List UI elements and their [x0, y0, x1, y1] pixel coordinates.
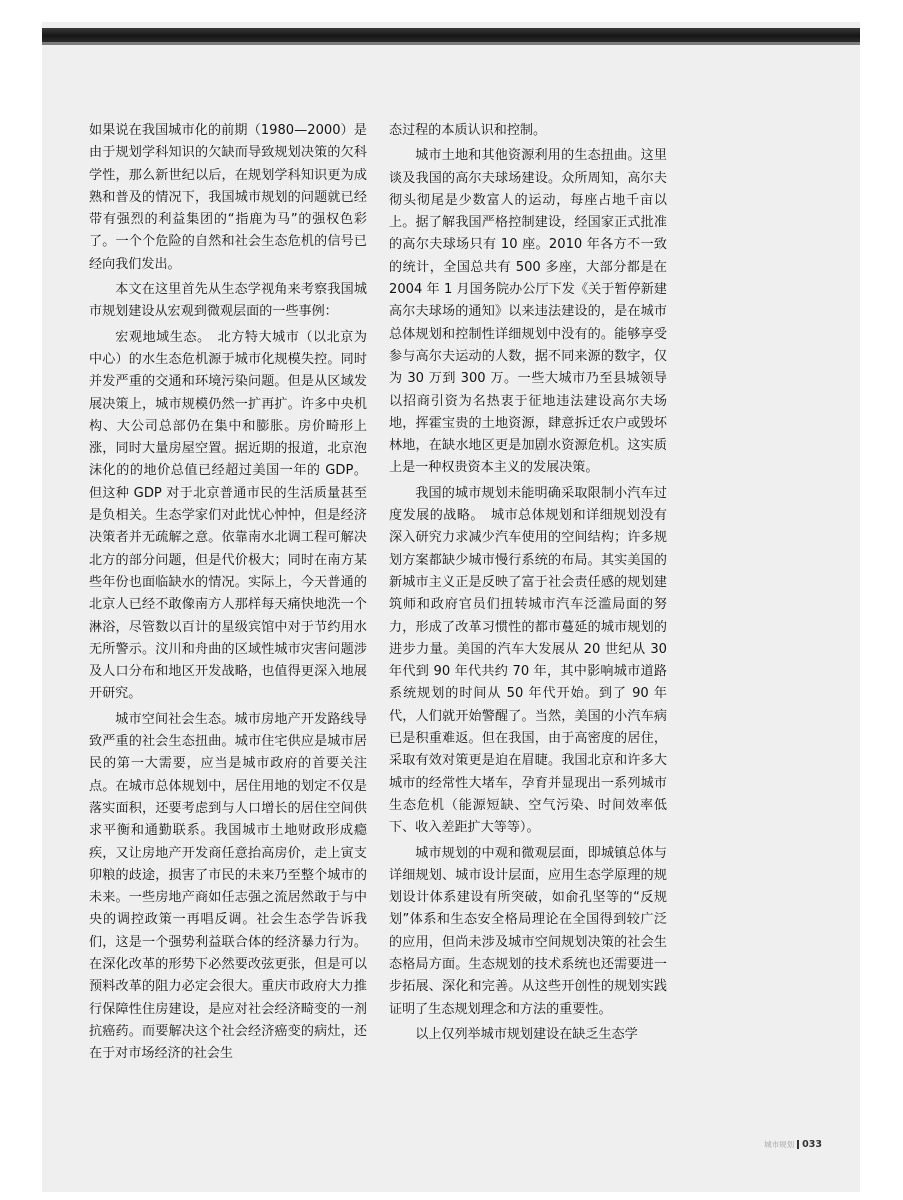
paragraph: 城市土地和其他资源利用的生态扭曲。这里谈及我国的高尔夫球场建设。众所周知，高尔夫彻头彻尾是少数富人的运动，每座占地千亩以上。据了解我国严格控制建设，经国家正式批准的高尔夫球场只有 10 座。2010 年各方不一致的统计，全国总共有 500 多座，大部分都是在 2004 年 1 月国务院办公厅下发《关于暂停新建高尔夫球场的通知》以来违法建设的，是在城市总体规划和控制性详细规划中没有的。能够享受参与高尔夫运动的人数，据不同来源的数字，仅为 30 万到 300 万。一些大城市乃至县城领导以招商引资为名热衷于征地违法建设高尔夫场地，挥霍宝贵的土地资源，肆意拆迁农户或毁坏林地，在缺水地区更是加剧水资源危机。这实质上是一种权贵资本主义的发展决策。	[389, 148, 667, 476]
paragraph: 以上仅列举城市规划建设在缺乏生态学	[415, 1026, 638, 1042]
footer-separator	[797, 1140, 799, 1149]
paragraph: 本文在这里首先从生态学视角来考察我国城市规划建设从宏观到微观层面的一些事例：	[89, 282, 367, 320]
right-column	[389, 120, 667, 1049]
page-footer	[764, 1139, 822, 1150]
header-rule	[42, 28, 860, 42]
header-rule-edge	[42, 42, 860, 45]
paragraph: 态过程的本质认识和控制。	[389, 123, 547, 138]
left-column	[89, 120, 367, 1068]
paragraph: 如果说在我国城市化的前期（1980—2000）是由于规划学科知识的欠缺而导致规划决策的欠科学性，那么新世纪以后，在规划学科知识更为成熟和普及的情况下，我国城市规划的问题就已经带有强烈的利益集团的“指鹿为马”的强权色彩了。一个个危险的自然和社会生态危机的信号已经向我们发出。	[89, 123, 367, 272]
paragraph: 宏观地域生态。 北方特大城市（以北京为中心）的水生态危机源于城市化规模失控。同时并发严重的交通和环境污染问题。但是从区域发展决策上，城市规模仍然一扩再扩。许多中央机构、大公司总部仍在集中和膨胀。房价畸形上涨，同时大量房屋空置。据近期的报道，北京泡沫化的的地价总值已经超过美国一年的 GDP。但这种 GDP 对于北京普通市民的生活质量甚至是负相关。生态学家们对此忧心忡忡，但是经济决策者并无疏解之意。依靠南水北调工程可解决北方的部分问题，但是代价极大；同时在南方某些年份也面临缺水的情况。实际上，今天普通的北京人已经不敢像南方人那样每天痛快地洗一个淋浴，尽管数以百计的星级宾馆中对于节约用水无所警示。汶川和舟曲的区域性城市灾害问题涉及人口分布和地区开发战略，也值得更深入地展开研究。	[89, 329, 367, 702]
magazine-page	[42, 22, 860, 1192]
paragraph: 城市空间社会生态。城市房地产开发路线导致严重的社会生态扭曲。城市住宅供应是城市居民的第一大需要，应当是城市政府的首要关注点。在城市总体规划中，居住用地的划定不仅是落实面积，还要考虑到与人口增长的居住空间供求平衡和通勤联系。我国城市土地财政形成瘾疾，又让房地产开发商任意抬高房价，走上寅支卯粮的歧途，损害了市民的未来乃至整个城市的未来。一些房地产商如任志强之流居然敢于与中央的调控政策一再唱反调。社会生态学告诉我们，这是一个强势利益联合体的经济暴力行为。在深化改革的形势下必然要改弦更张，但是可以预料改革的阻力必定会很大。重庆市政府大力推行保障性住房建设，是应对社会经济畸变的一剂抗癌药。而要解决这个社会经济癌变的病灶，还在于对市场经济的社会生	[89, 711, 367, 1062]
journal-name: 城市规划	[764, 1140, 795, 1149]
paragraph: 城市规划的中观和微观层面，即城镇总体与详细规划、城市设计层面，应用生态学原理的规划设计体系建设有所突破，如俞孔坚等的“反规划”体系和生态安全格局理论在全国得到较广泛的应用，但尚未涉及城市空间规划决策的社会生态格局方面。生态规划的技术系统也还需要进一步拓展、深化和完善。从这些开创性的规划实践证明了生态规划理念和方法的重要性。	[389, 845, 667, 1017]
page-number: 033	[802, 1139, 822, 1150]
paragraph: 我国的城市规划未能明确采取限制小汽车过度发展的战略。 城市总体规划和详细规划没有深入研究力求减少汽车使用的空间结构；许多规划方案都缺少城市慢行系统的布局。其实美国的新城市主义正是反映了富于社会责任感的规划建筑师和政府官员们扭转城市汽车泛滥局面的努力，形成了改革习惯性的都市蔓延的城市规划的进步力量。美国的汽车大发展从 20 世纪从 30 年代到 90 年代共约 70 年，其中影响城市道路系统规划的时间从 50 年代开始。到了 90 年代，人们就开始警醒了。当然，美国的小汽车病已是积重难返。但在我国，由于高密度的居住，采取有效对策更是迫在眉睫。我国北京和许多大城市的经常性大堵车，孕育并显现出一系列城市生态危机（能源短缺、空气污染、时间效率低下、收入差距扩大等等）。	[389, 485, 667, 836]
